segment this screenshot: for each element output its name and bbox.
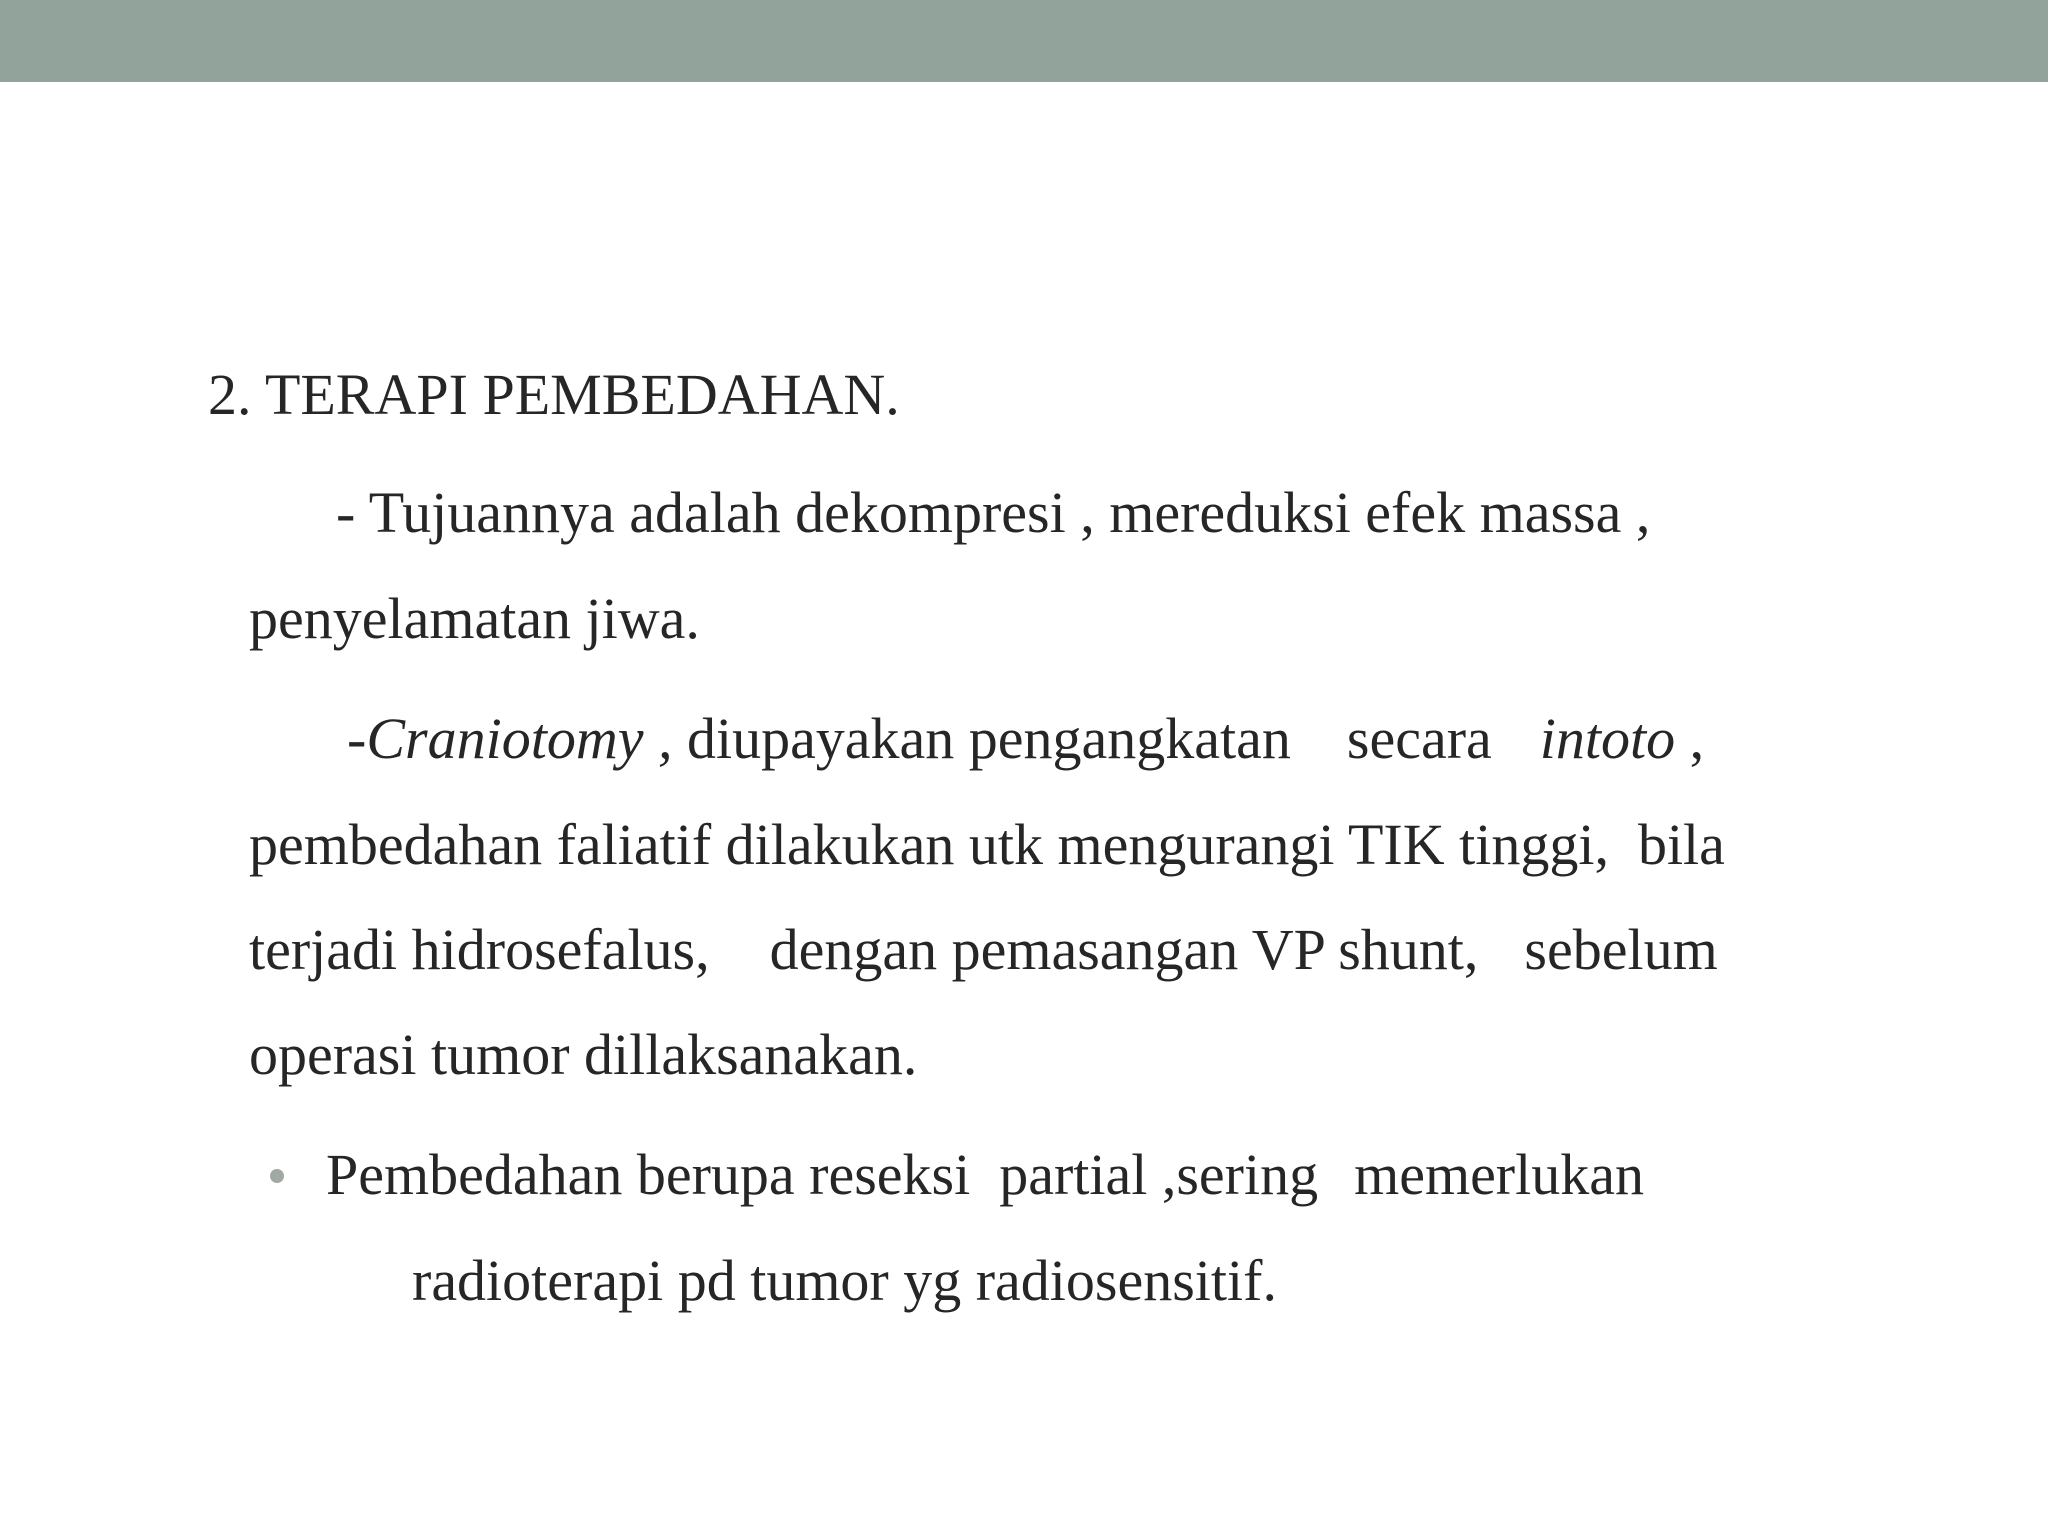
para2-text-c: , xyxy=(1675,706,1705,771)
bullet1-line2: radioterapi pd tumor yg radiosensitif. xyxy=(412,1248,1277,1313)
para1-line2: penyelamatan jiwa. xyxy=(249,586,700,651)
para1-line1: - Tujuannya adalah dekompresi , mereduksi efek massa , xyxy=(336,480,1651,545)
slide-header-bar xyxy=(0,0,2048,82)
slide-heading: 2. TERAPI PEMBEDAHAN. xyxy=(208,362,900,427)
para2-dash: - xyxy=(347,706,367,771)
para2-text-b: secara xyxy=(1346,706,1492,771)
bullet1-line1-a: Pembedahan berupa reseksi partial ,sering xyxy=(326,1142,1319,1207)
para2-line4: operasi tumor dillaksanakan. xyxy=(249,1022,918,1087)
para2-line2: pembedahan faliatif dilakukan utk mengurangi TIK tinggi, bila xyxy=(249,812,1725,877)
bullet-icon xyxy=(270,1169,284,1183)
para2-line1 xyxy=(347,706,1705,771)
bullet1-line1-b: memerlukan xyxy=(1354,1142,1644,1207)
para2-line3-a: terjadi hidrosefalus, xyxy=(249,917,710,982)
para2-text-a: diupayakan pengangkatan xyxy=(672,706,1291,771)
para2-line3-b: dengan pemasangan VP shunt, xyxy=(769,917,1479,982)
para2-line3 xyxy=(249,917,1718,982)
bullet1-line1 xyxy=(326,1142,1644,1207)
para2-line3-c: sebelum xyxy=(1524,917,1718,982)
craniotomy-term: Craniotomy , xyxy=(366,706,673,771)
intoto-term: intoto xyxy=(1539,706,1676,771)
